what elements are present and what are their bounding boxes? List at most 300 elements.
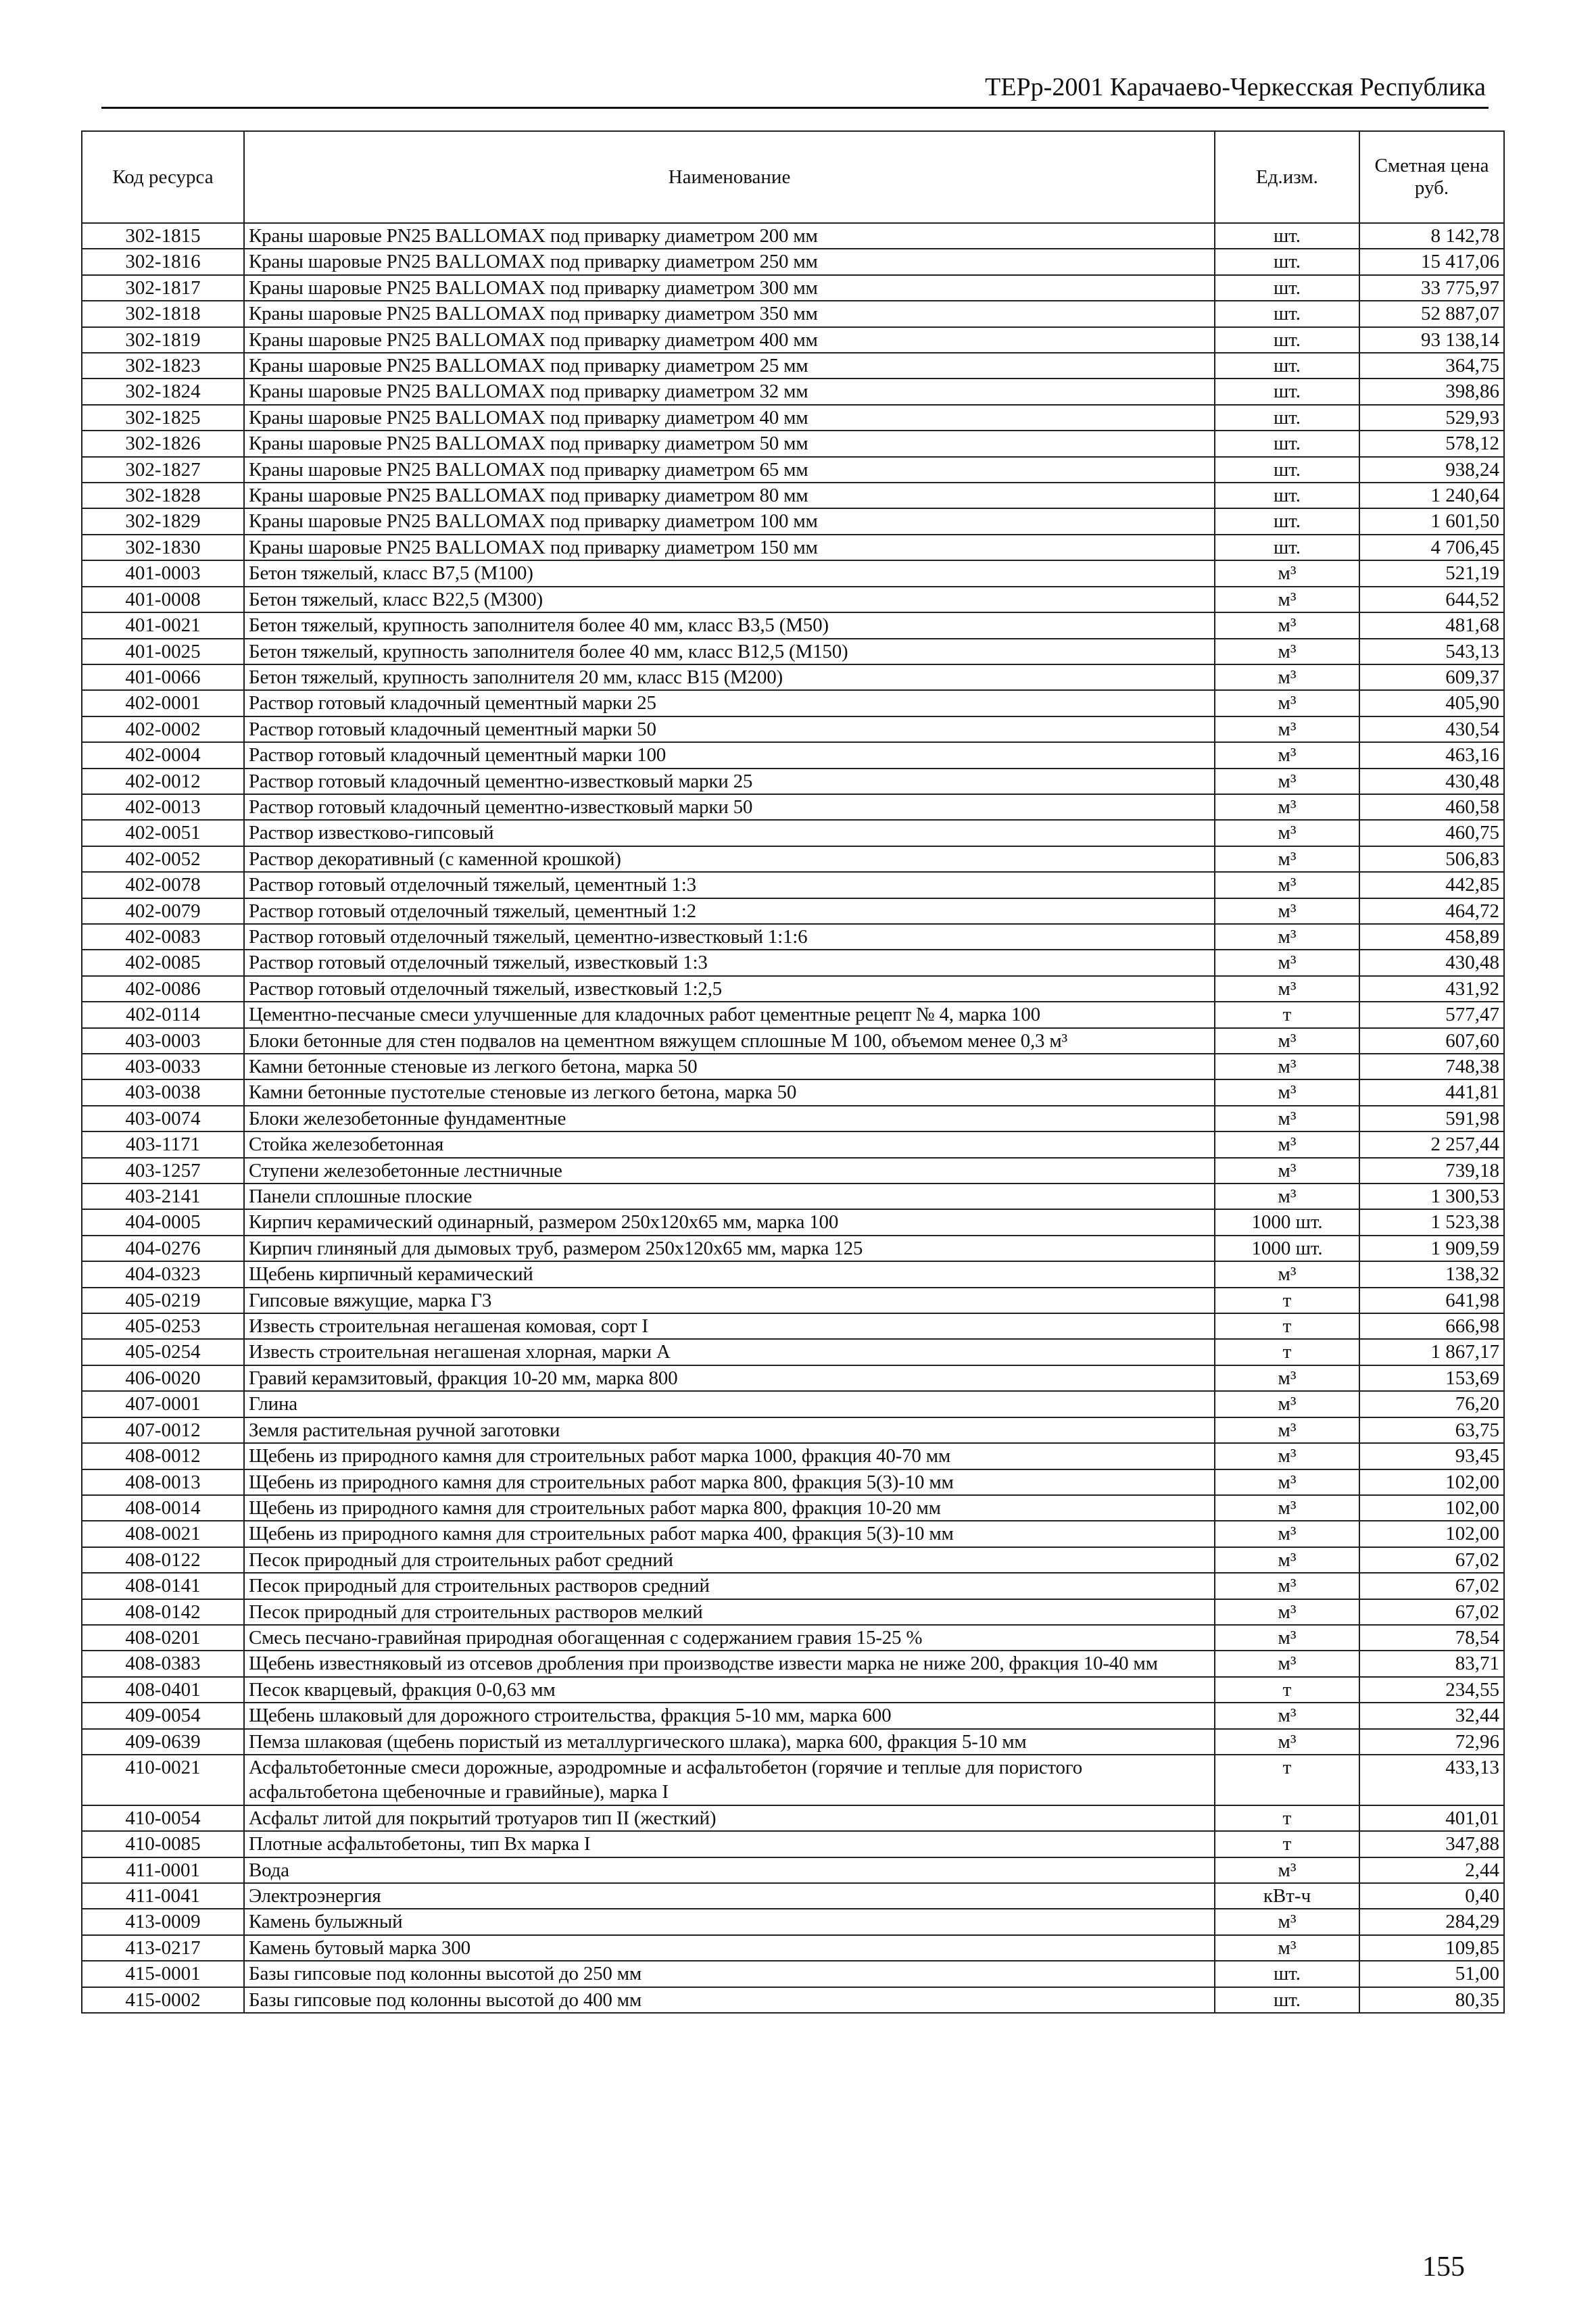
resource-code: 408-0012 — [82, 1443, 244, 1469]
resource-code: 401-0025 — [82, 639, 244, 664]
unit-of-measure: м³ — [1215, 1391, 1359, 1417]
table-row — [82, 1935, 1504, 1961]
table-row — [82, 1831, 1504, 1857]
table-row — [82, 1987, 1504, 2013]
resource-name: Известь строительная негашеная хлорная, марки А — [244, 1339, 1215, 1365]
resource-name: Краны шаровые PN25 BALLOMAX под приварку диаметром 200 мм — [244, 223, 1215, 249]
unit-of-measure: т — [1215, 1313, 1359, 1339]
resource-code: 415-0002 — [82, 1987, 244, 2013]
resource-code: 302-1816 — [82, 249, 244, 274]
resource-code: 406-0020 — [82, 1365, 244, 1391]
estimated-price: 458,89 — [1359, 924, 1504, 950]
resource-name: Асфальт литой для покрытий тротуаров тип II (жесткий) — [244, 1805, 1215, 1831]
unit-of-measure: м³ — [1215, 1365, 1359, 1391]
table-row — [82, 898, 1504, 924]
unit-of-measure: 1000 шт. — [1215, 1209, 1359, 1235]
unit-of-measure: м³ — [1215, 1857, 1359, 1883]
table-row — [82, 1857, 1504, 1883]
resource-code: 402-0002 — [82, 716, 244, 742]
resource-code: 402-0079 — [82, 898, 244, 924]
estimated-price: 138,32 — [1359, 1261, 1504, 1287]
unit-of-measure: шт. — [1215, 249, 1359, 274]
unit-of-measure: шт. — [1215, 353, 1359, 379]
resource-name: Раствор готовый отделочный тяжелый, цементный 1:3 — [244, 872, 1215, 898]
resource-name: Краны шаровые PN25 BALLOMAX под приварку диаметром 300 мм — [244, 275, 1215, 301]
unit-of-measure: м³ — [1215, 664, 1359, 690]
estimated-price: 1 867,17 — [1359, 1339, 1504, 1365]
resource-name: Краны шаровые PN25 BALLOMAX под приварку диаметром 150 мм — [244, 535, 1215, 560]
unit-of-measure: м³ — [1215, 1935, 1359, 1961]
resource-code: 415-0001 — [82, 1961, 244, 1987]
resource-name: Раствор готовый кладочный цементно-известковый марки 25 — [244, 769, 1215, 794]
resource-code: 403-1171 — [82, 1131, 244, 1157]
unit-of-measure: шт. — [1215, 223, 1359, 249]
resource-name: Бетон тяжелый, класс В7,5 (М100) — [244, 560, 1215, 586]
unit-of-measure: м³ — [1215, 1651, 1359, 1676]
column-header-price: Сметная цена руб. — [1359, 131, 1504, 223]
resource-code: 402-0001 — [82, 690, 244, 716]
unit-of-measure: шт. — [1215, 327, 1359, 353]
estimated-price: 52 887,07 — [1359, 301, 1504, 326]
unit-of-measure: м³ — [1215, 1131, 1359, 1157]
estimated-price: 93 138,14 — [1359, 327, 1504, 353]
table-row — [82, 1002, 1504, 1027]
resource-code: 403-0003 — [82, 1028, 244, 1054]
resource-name: Песок природный для строительных растворов средний — [244, 1573, 1215, 1599]
resource-name: Смесь песчано-гравийная природная обогащенная с содержанием гравия 15-25 % — [244, 1625, 1215, 1651]
unit-of-measure: шт. — [1215, 1987, 1359, 2013]
table-row — [82, 1883, 1504, 1909]
table-row — [82, 742, 1504, 768]
table-row — [82, 794, 1504, 820]
resource-name: Краны шаровые PN25 BALLOMAX под приварку диаметром 65 мм — [244, 457, 1215, 483]
resource-code: 408-0401 — [82, 1677, 244, 1703]
resource-code: 402-0078 — [82, 872, 244, 898]
resource-code: 405-0254 — [82, 1339, 244, 1365]
resource-name: Асфальтобетонные смеси дорожные, аэродромные и асфальтобетон (горячие и теплые для пористого асфальтобетона щебеночные и гравийные), марка I — [244, 1755, 1215, 1805]
estimated-price: 67,02 — [1359, 1573, 1504, 1599]
estimated-price: 63,75 — [1359, 1417, 1504, 1443]
resource-code: 408-0014 — [82, 1495, 244, 1521]
estimated-price: 1 909,59 — [1359, 1236, 1504, 1261]
unit-of-measure: м³ — [1215, 1469, 1359, 1495]
unit-of-measure: шт. — [1215, 508, 1359, 534]
document-title: ТЕРр-2001 Карачаево-Черкесская Республика — [985, 73, 1486, 101]
resource-name: Вода — [244, 1857, 1215, 1883]
estimated-price: 102,00 — [1359, 1469, 1504, 1495]
table-row — [82, 508, 1504, 534]
unit-of-measure: т — [1215, 1339, 1359, 1365]
estimated-price: 938,24 — [1359, 457, 1504, 483]
unit-of-measure: м³ — [1215, 846, 1359, 872]
estimated-price: 78,54 — [1359, 1625, 1504, 1651]
unit-of-measure: м³ — [1215, 1158, 1359, 1184]
resource-code: 302-1817 — [82, 275, 244, 301]
estimated-price: 15 417,06 — [1359, 249, 1504, 274]
unit-of-measure: м³ — [1215, 1028, 1359, 1054]
resource-name: Гипсовые вяжущие, марка Г3 — [244, 1288, 1215, 1313]
estimated-price: 430,48 — [1359, 769, 1504, 794]
estimated-price: 234,55 — [1359, 1677, 1504, 1703]
resource-code: 408-0013 — [82, 1469, 244, 1495]
resource-name: Раствор готовый отделочный тяжелый, цементно-известковый 1:1:6 — [244, 924, 1215, 950]
estimated-price: 577,47 — [1359, 1002, 1504, 1027]
resource-code: 408-0201 — [82, 1625, 244, 1651]
resource-name: Краны шаровые PN25 BALLOMAX под приварку диаметром 32 мм — [244, 379, 1215, 404]
resource-name: Краны шаровые PN25 BALLOMAX под приварку диаметром 400 мм — [244, 327, 1215, 353]
resource-code: 402-0013 — [82, 794, 244, 820]
resource-name: Щебень известняковый из отсевов дробления при производстве извести марка не ниже 200, фракция 10-40 мм — [244, 1651, 1215, 1676]
resource-code: 302-1819 — [82, 327, 244, 353]
unit-of-measure: т — [1215, 1288, 1359, 1313]
estimated-price: 644,52 — [1359, 587, 1504, 612]
table-row — [82, 612, 1504, 638]
resource-name: Кирпич глиняный для дымовых труб, размером 250х120х65 мм, марка 125 — [244, 1236, 1215, 1261]
resource-name: Краны шаровые PN25 BALLOMAX под приварку диаметром 40 мм — [244, 405, 1215, 431]
unit-of-measure: м³ — [1215, 742, 1359, 768]
resource-code: 405-0253 — [82, 1313, 244, 1339]
unit-of-measure: м³ — [1215, 794, 1359, 820]
resource-name: Раствор готовый кладочный цементный марки 25 — [244, 690, 1215, 716]
unit-of-measure: м³ — [1215, 1106, 1359, 1131]
resource-code: 408-0383 — [82, 1651, 244, 1676]
table-row — [82, 405, 1504, 431]
estimated-price: 405,90 — [1359, 690, 1504, 716]
estimated-price: 398,86 — [1359, 379, 1504, 404]
unit-of-measure: т — [1215, 1831, 1359, 1857]
unit-of-measure: м³ — [1215, 1909, 1359, 1934]
unit-of-measure: м³ — [1215, 1703, 1359, 1728]
unit-of-measure: м³ — [1215, 950, 1359, 975]
unit-of-measure: м³ — [1215, 612, 1359, 638]
unit-of-measure: м³ — [1215, 587, 1359, 612]
resource-code: 408-0142 — [82, 1599, 244, 1625]
resource-code: 409-0639 — [82, 1729, 244, 1755]
resource-name: Раствор готовый кладочный цементный марки 100 — [244, 742, 1215, 768]
unit-of-measure: шт. — [1215, 457, 1359, 483]
estimated-price: 464,72 — [1359, 898, 1504, 924]
resource-code: 302-1825 — [82, 405, 244, 431]
estimated-price: 284,29 — [1359, 1909, 1504, 1934]
table-row — [82, 1054, 1504, 1079]
resource-code: 401-0021 — [82, 612, 244, 638]
unit-of-measure: шт. — [1215, 1961, 1359, 1987]
estimated-price: 460,58 — [1359, 794, 1504, 820]
estimated-price: 460,75 — [1359, 820, 1504, 846]
resource-code: 401-0003 — [82, 560, 244, 586]
estimated-price: 609,37 — [1359, 664, 1504, 690]
unit-of-measure: м³ — [1215, 1625, 1359, 1651]
unit-of-measure: шт. — [1215, 535, 1359, 560]
resource-name: Краны шаровые PN25 BALLOMAX под приварку диаметром 25 мм — [244, 353, 1215, 379]
table-header-row — [82, 131, 1504, 223]
resource-name: Бетон тяжелый, класс В22,5 (М300) — [244, 587, 1215, 612]
resource-name: Краны шаровые PN25 BALLOMAX под приварку диаметром 100 мм — [244, 508, 1215, 534]
resource-code: 401-0066 — [82, 664, 244, 690]
resource-name: Цементно-песчаные смеси улучшенные для кладочных работ цементные рецепт № 4, марка 100 — [244, 1002, 1215, 1027]
estimated-price: 51,00 — [1359, 1961, 1504, 1987]
resource-code: 302-1815 — [82, 223, 244, 249]
table-row — [82, 535, 1504, 560]
resource-name: Гравий керамзитовый, фракция 10-20 мм, марка 800 — [244, 1365, 1215, 1391]
table-row — [82, 1106, 1504, 1131]
unit-of-measure: м³ — [1215, 1261, 1359, 1287]
table-row — [82, 327, 1504, 353]
unit-of-measure: кВт-ч — [1215, 1883, 1359, 1909]
table-row — [82, 249, 1504, 274]
estimated-price: 1 300,53 — [1359, 1184, 1504, 1209]
table-row — [82, 560, 1504, 586]
unit-of-measure: м³ — [1215, 872, 1359, 898]
estimated-price: 33 775,97 — [1359, 275, 1504, 301]
estimated-price: 463,16 — [1359, 742, 1504, 768]
resource-name: Плотные асфальтобетоны, тип Вх марка I — [244, 1831, 1215, 1857]
resource-name: Стойка железобетонная — [244, 1131, 1215, 1157]
unit-of-measure: м³ — [1215, 1599, 1359, 1625]
estimated-price: 441,81 — [1359, 1079, 1504, 1105]
resource-name: Кирпич керамический одинарный, размером 250х120х65 мм, марка 100 — [244, 1209, 1215, 1235]
table-row — [82, 769, 1504, 794]
unit-of-measure: м³ — [1215, 1184, 1359, 1209]
estimated-price: 521,19 — [1359, 560, 1504, 586]
resource-name: Камни бетонные пустотелые стеновые из легкого бетона, марка 50 — [244, 1079, 1215, 1105]
resource-code: 408-0122 — [82, 1547, 244, 1573]
resource-name: Щебень из природного камня для строительных работ марка 1000, фракция 40-70 мм — [244, 1443, 1215, 1469]
estimated-price: 72,96 — [1359, 1729, 1504, 1755]
estimated-price: 67,02 — [1359, 1547, 1504, 1573]
resource-name: Камень булыжный — [244, 1909, 1215, 1934]
resource-code: 411-0041 — [82, 1883, 244, 1909]
unit-of-measure: м³ — [1215, 924, 1359, 950]
estimated-price: 364,75 — [1359, 353, 1504, 379]
resource-name: Щебень из природного камня для строительных работ марка 400, фракция 5(3)-10 мм — [244, 1521, 1215, 1546]
resource-name: Базы гипсовые под колонны высотой до 250 мм — [244, 1961, 1215, 1987]
resource-name: Блоки железобетонные фундаментные — [244, 1106, 1215, 1131]
table-row — [82, 664, 1504, 690]
table-body — [82, 223, 1504, 2013]
resource-name: Песок кварцевый, фракция 0-0,63 мм — [244, 1677, 1215, 1703]
unit-of-measure: м³ — [1215, 1521, 1359, 1546]
table-row — [82, 1755, 1504, 1805]
resource-code: 408-0021 — [82, 1521, 244, 1546]
estimated-price: 1 523,38 — [1359, 1209, 1504, 1235]
table-row — [82, 379, 1504, 404]
resource-code: 411-0001 — [82, 1857, 244, 1883]
resource-code: 302-1818 — [82, 301, 244, 326]
table-row — [82, 872, 1504, 898]
resource-code: 410-0054 — [82, 1805, 244, 1831]
resource-code: 403-2141 — [82, 1184, 244, 1209]
estimated-price: 578,12 — [1359, 431, 1504, 456]
table-row — [82, 1573, 1504, 1599]
resource-code: 405-0219 — [82, 1288, 244, 1313]
resource-code: 403-1257 — [82, 1158, 244, 1184]
resource-code: 407-0001 — [82, 1391, 244, 1417]
estimated-price: 76,20 — [1359, 1391, 1504, 1417]
column-header-code: Код ресурса — [82, 131, 244, 223]
table-row — [82, 301, 1504, 326]
resource-name: Краны шаровые PN25 BALLOMAX под приварку диаметром 80 мм — [244, 483, 1215, 508]
table-row — [82, 1288, 1504, 1313]
table-row — [82, 1339, 1504, 1365]
resource-name: Панели сплошные плоские — [244, 1184, 1215, 1209]
resource-name: Блоки бетонные для стен подвалов на цементном вяжущем сплошные М 100, объемом менее 0,3 м³ — [244, 1028, 1215, 1054]
column-header-unit: Ед.изм. — [1215, 131, 1359, 223]
resource-name: Раствор готовый отделочный тяжелый, известковый 1:3 — [244, 950, 1215, 975]
resource-code: 302-1826 — [82, 431, 244, 456]
unit-of-measure: шт. — [1215, 483, 1359, 508]
table-row — [82, 1391, 1504, 1417]
resource-name: Ступени железобетонные лестничные — [244, 1158, 1215, 1184]
estimated-price: 4 706,45 — [1359, 535, 1504, 560]
estimated-price: 430,48 — [1359, 950, 1504, 975]
estimated-price: 401,01 — [1359, 1805, 1504, 1831]
resource-name: Щебень из природного камня для строительных работ марка 800, фракция 5(3)-10 мм — [244, 1469, 1215, 1495]
resource-code: 402-0085 — [82, 950, 244, 975]
resource-name: Известь строительная негашеная комовая, сорт I — [244, 1313, 1215, 1339]
resource-name: Раствор известково-гипсовый — [244, 820, 1215, 846]
estimated-price: 32,44 — [1359, 1703, 1504, 1728]
table-row — [82, 1599, 1504, 1625]
table-row — [82, 846, 1504, 872]
unit-of-measure: м³ — [1215, 716, 1359, 742]
resource-price-table — [81, 130, 1505, 2014]
estimated-price: 102,00 — [1359, 1495, 1504, 1521]
table-row — [82, 483, 1504, 508]
resource-name: Краны шаровые PN25 BALLOMAX под приварку диаметром 250 мм — [244, 249, 1215, 274]
estimated-price: 433,13 — [1359, 1755, 1504, 1805]
unit-of-measure: м³ — [1215, 898, 1359, 924]
estimated-price: 748,38 — [1359, 1054, 1504, 1079]
table-row — [82, 457, 1504, 483]
table-row — [82, 1625, 1504, 1651]
estimated-price: 93,45 — [1359, 1443, 1504, 1469]
table-row — [82, 976, 1504, 1002]
unit-of-measure: м³ — [1215, 1495, 1359, 1521]
unit-of-measure: м³ — [1215, 1054, 1359, 1079]
table-row — [82, 1805, 1504, 1831]
resource-code: 302-1824 — [82, 379, 244, 404]
unit-of-measure: м³ — [1215, 560, 1359, 586]
resource-name: Бетон тяжелый, крупность заполнителя 20 мм, класс В15 (М200) — [244, 664, 1215, 690]
table-row — [82, 1131, 1504, 1157]
resource-code: 409-0054 — [82, 1703, 244, 1728]
unit-of-measure: м³ — [1215, 976, 1359, 1002]
resource-code: 402-0012 — [82, 769, 244, 794]
resource-name: Камень бутовый марка 300 — [244, 1935, 1215, 1961]
table-row — [82, 1677, 1504, 1703]
unit-of-measure: т — [1215, 1677, 1359, 1703]
unit-of-measure: м³ — [1215, 1079, 1359, 1105]
unit-of-measure: м³ — [1215, 769, 1359, 794]
table-row — [82, 1703, 1504, 1728]
resource-code: 402-0052 — [82, 846, 244, 872]
estimated-price: 1 240,64 — [1359, 483, 1504, 508]
resource-name: Базы гипсовые под колонны высотой до 400 мм — [244, 1987, 1215, 2013]
unit-of-measure: м³ — [1215, 1547, 1359, 1573]
estimated-price: 607,60 — [1359, 1028, 1504, 1054]
estimated-price: 739,18 — [1359, 1158, 1504, 1184]
estimated-price: 506,83 — [1359, 846, 1504, 872]
resource-name: Щебень кирпичный керамический — [244, 1261, 1215, 1287]
resource-code: 413-0009 — [82, 1909, 244, 1934]
resource-name: Раствор готовый отделочный тяжелый, известковый 1:2,5 — [244, 976, 1215, 1002]
table-row — [82, 353, 1504, 379]
estimated-price: 80,35 — [1359, 1987, 1504, 2013]
resource-code: 401-0008 — [82, 587, 244, 612]
table-row — [82, 1079, 1504, 1105]
unit-of-measure: 1000 шт. — [1215, 1236, 1359, 1261]
table-row — [82, 924, 1504, 950]
resource-code: 402-0086 — [82, 976, 244, 1002]
estimated-price: 102,00 — [1359, 1521, 1504, 1546]
resource-code: 410-0085 — [82, 1831, 244, 1857]
unit-of-measure: м³ — [1215, 639, 1359, 664]
table-row — [82, 1236, 1504, 1261]
estimated-price: 430,54 — [1359, 716, 1504, 742]
resource-code: 408-0141 — [82, 1573, 244, 1599]
resource-code: 404-0005 — [82, 1209, 244, 1235]
resource-name: Раствор декоративный (с каменной крошкой) — [244, 846, 1215, 872]
estimated-price: 0,40 — [1359, 1883, 1504, 1909]
unit-of-measure: шт. — [1215, 275, 1359, 301]
unit-of-measure: т — [1215, 1755, 1359, 1805]
unit-of-measure: шт. — [1215, 379, 1359, 404]
resource-name: Песок природный для строительных работ средний — [244, 1547, 1215, 1573]
resource-code: 403-0074 — [82, 1106, 244, 1131]
resource-code: 402-0051 — [82, 820, 244, 846]
resource-code: 404-0276 — [82, 1236, 244, 1261]
estimated-price: 83,71 — [1359, 1651, 1504, 1676]
table-row — [82, 820, 1504, 846]
estimated-price: 347,88 — [1359, 1831, 1504, 1857]
resource-name: Земля растительная ручной заготовки — [244, 1417, 1215, 1443]
estimated-price: 8 142,78 — [1359, 223, 1504, 249]
table-row — [82, 1651, 1504, 1676]
page-number: 155 — [1422, 2251, 1465, 2283]
table-row — [82, 275, 1504, 301]
resource-code: 302-1828 — [82, 483, 244, 508]
resource-code: 413-0217 — [82, 1935, 244, 1961]
estimated-price: 481,68 — [1359, 612, 1504, 638]
column-header-name: Наименование — [244, 131, 1215, 223]
unit-of-measure: шт. — [1215, 431, 1359, 456]
resource-code: 402-0114 — [82, 1002, 244, 1027]
resource-name: Камни бетонные стеновые из легкого бетона, марка 50 — [244, 1054, 1215, 1079]
table-row — [82, 1184, 1504, 1209]
resource-name: Бетон тяжелый, крупность заполнителя более 40 мм, класс В3,5 (М50) — [244, 612, 1215, 638]
table-row — [82, 1495, 1504, 1521]
unit-of-measure: шт. — [1215, 405, 1359, 431]
unit-of-measure: т — [1215, 1805, 1359, 1831]
resource-name: Раствор готовый кладочный цементный марки 50 — [244, 716, 1215, 742]
table-row — [82, 1443, 1504, 1469]
estimated-price: 109,85 — [1359, 1935, 1504, 1961]
unit-of-measure: м³ — [1215, 1417, 1359, 1443]
table-row — [82, 1909, 1504, 1934]
estimated-price: 543,13 — [1359, 639, 1504, 664]
unit-of-measure: м³ — [1215, 820, 1359, 846]
table-row — [82, 431, 1504, 456]
table-row — [82, 1313, 1504, 1339]
resource-code: 403-0038 — [82, 1079, 244, 1105]
resource-name: Пемза шлаковая (щебень пористый из металлургического шлака), марка 600, фракция 5-10 мм — [244, 1729, 1215, 1755]
resource-code: 302-1827 — [82, 457, 244, 483]
table-row — [82, 587, 1504, 612]
table-row — [82, 223, 1504, 249]
table-row — [82, 1961, 1504, 1987]
table-row — [82, 1729, 1504, 1755]
